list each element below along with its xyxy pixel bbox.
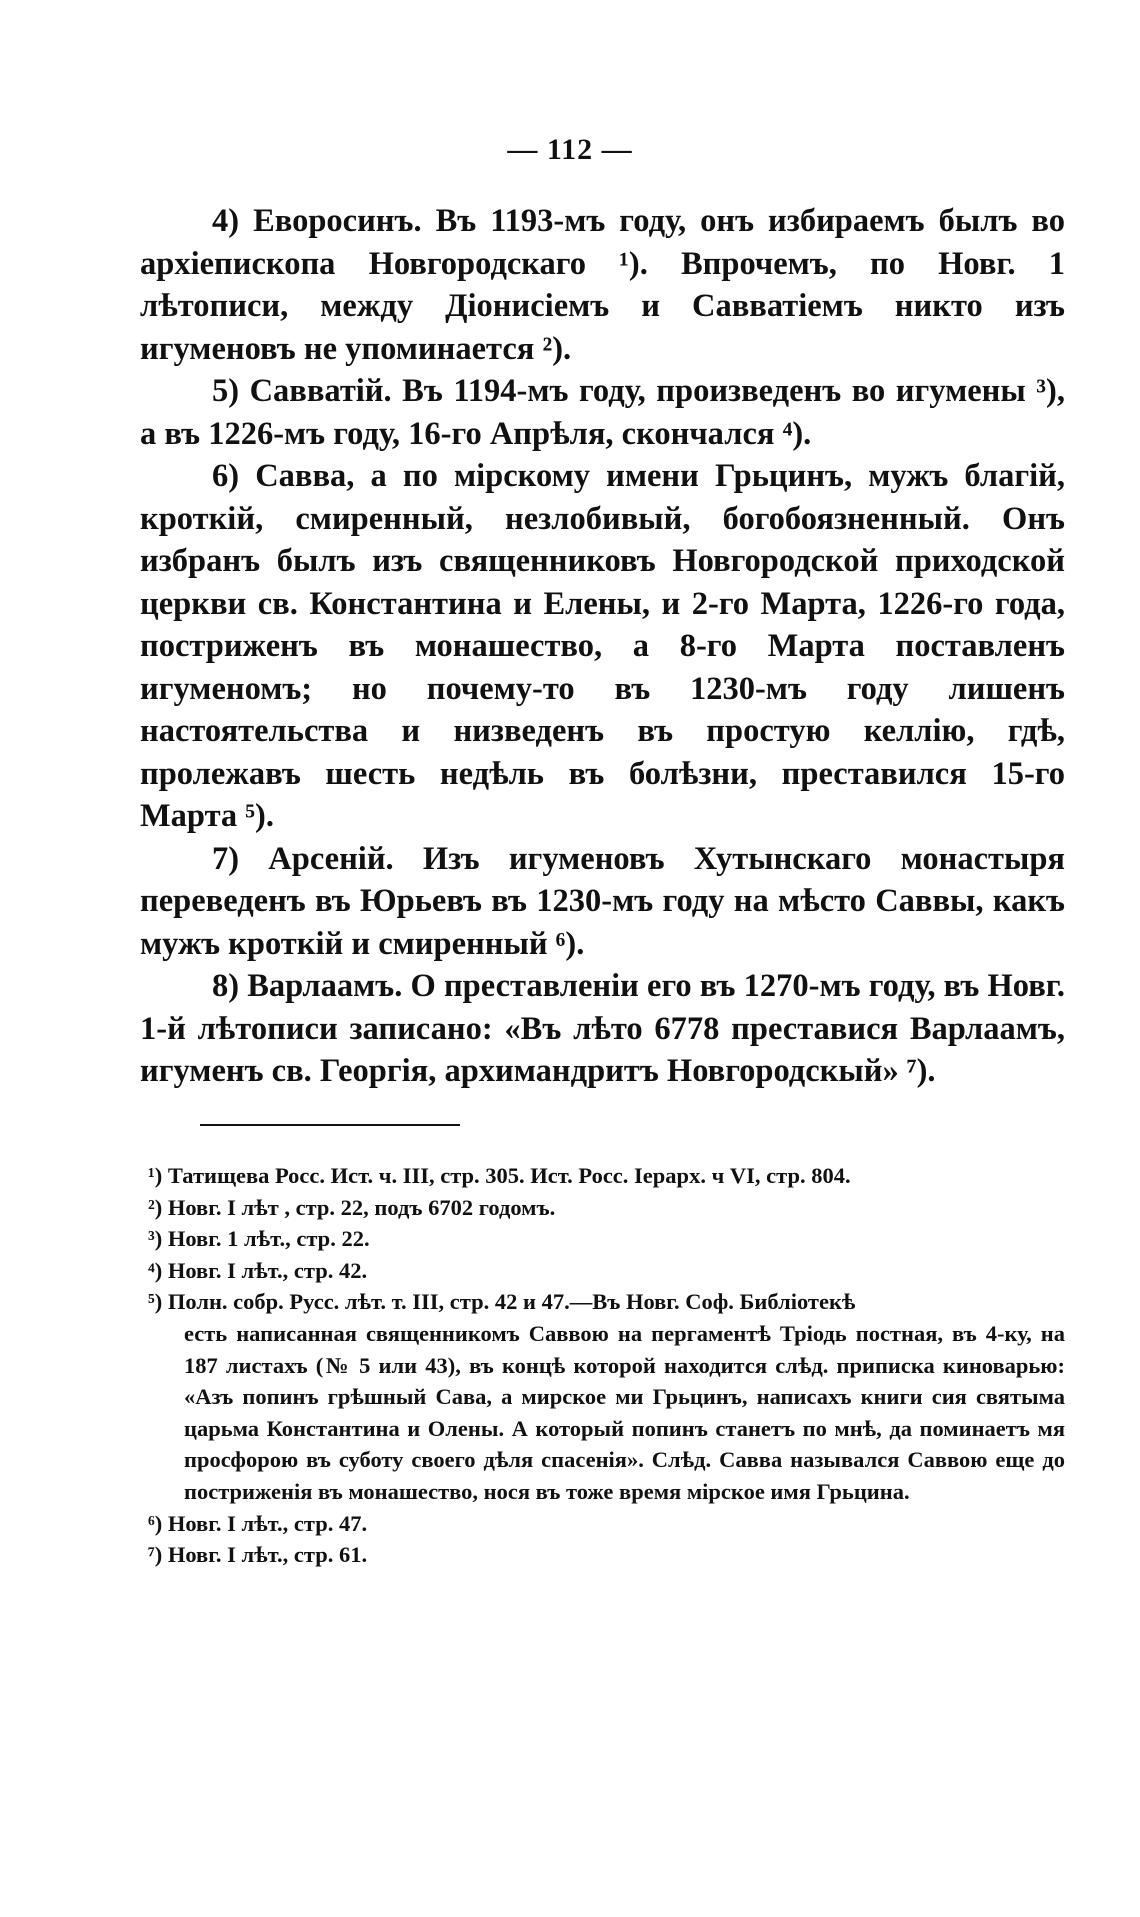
footnote-4: ⁴) Новг. I лѣт., стр. 42. bbox=[148, 1257, 368, 1283]
paragraph-savva: 6) Савва, а по мірскому имени Грьцинъ, мужъ благій, кроткій, смиренный, незлобивый, богобоязненный. Онъ избранъ былъ изъ священниковъ Новгородской приходской церкви св. Константина и Елены, и 2-го Марта, 1226-го года, постриженъ въ монашество, а 8-го Марта поставленъ игуменомъ; но почему-то въ 1230-мъ году лишенъ настоятельства и низведенъ въ простую келлію, гдѣ, пролежавъ шесть недѣль въ болѣзни, преставился 15-го Марта ⁵). bbox=[140, 458, 1065, 834]
footnote-5: ⁵) Полн. собр. Русс. лѣт. т. III, стр. 42 и 47.—Въ Новг. Соф. Библіотекѣ bbox=[148, 1289, 856, 1315]
page-number: — 112 — bbox=[507, 133, 633, 166]
footnote-3: ³) Новг. 1 лѣт., стр. 22. bbox=[148, 1226, 370, 1252]
footnote-5-continuation: есть написанная священникомъ Саввою на пергаментѣ Тріодь постная, въ 4-ку, на 187 листахъ (№ 5 или 43), въ концѣ которой находится слѣд. приписка киноварью: «Азъ попинъ грѣшный Сава, а мирское ми Грьцинъ, написахъ книги сия святыма царьма Константина и Олены. А который попинъ станетъ по мнѣ, да поминаетъ мя просфорою въ суботу своего дѣля спасенія». Слѣд. Савва назывался Саввою еще до постриженія въ монашество, нося въ тоже время мірское имя Грьцина. bbox=[184, 1320, 1065, 1504]
paragraph-arseny: 7) Арсеній. Изъ игуменовъ Хутынскаго монастыря переведенъ въ Юрьевъ въ 1230-мъ году на мѣсто Саввы, какъ мужъ кроткій и смиренный ⁶). bbox=[140, 840, 1065, 962]
footnote-separator bbox=[200, 1124, 460, 1126]
footnote-7: ⁷) Новг. I лѣт., стр. 61. bbox=[148, 1542, 368, 1568]
paragraph-varlaam: 8) Варлаамъ. О преставленіи его въ 1270-мъ году, въ Новг. 1-й лѣтописи записано: «Въ лѣто 6778 преставися Варлаамъ, игуменъ св. Георгія, архимандритъ Новгородскый» ⁷). bbox=[140, 968, 1065, 1089]
footnote-6: ⁶) Новг. I лѣт., стр. 47. bbox=[148, 1510, 368, 1536]
paragraph-savvaty: 5) Савватій. Въ 1194-мъ году, произведенъ во игумены ³), а въ 1226-мъ году, 16-го Апрѣля, скончался ⁴). bbox=[140, 373, 1065, 452]
footnote-1: ¹) Татищева Росс. Ист. ч. III, стр. 305. Ист. Росс. Іерарх. ч VI, стр. 804. bbox=[148, 1163, 851, 1188]
footnotes bbox=[148, 1160, 1065, 1571]
paragraph-euphrosynus: 4) Еворосинъ. Въ 1193-мъ году, онъ избираемъ былъ во архіепископа Новгородскаго ¹). Впрочемъ, по Новг. 1 лѣтописи, между Діонисіемъ и Савватіемъ никто изъ игуменовъ не упоминается ²). bbox=[140, 203, 1065, 367]
footnote-2: ²) Новг. I лѣт , стр. 22, подъ 6702 годомъ. bbox=[148, 1194, 556, 1220]
main-text bbox=[140, 200, 1065, 1093]
